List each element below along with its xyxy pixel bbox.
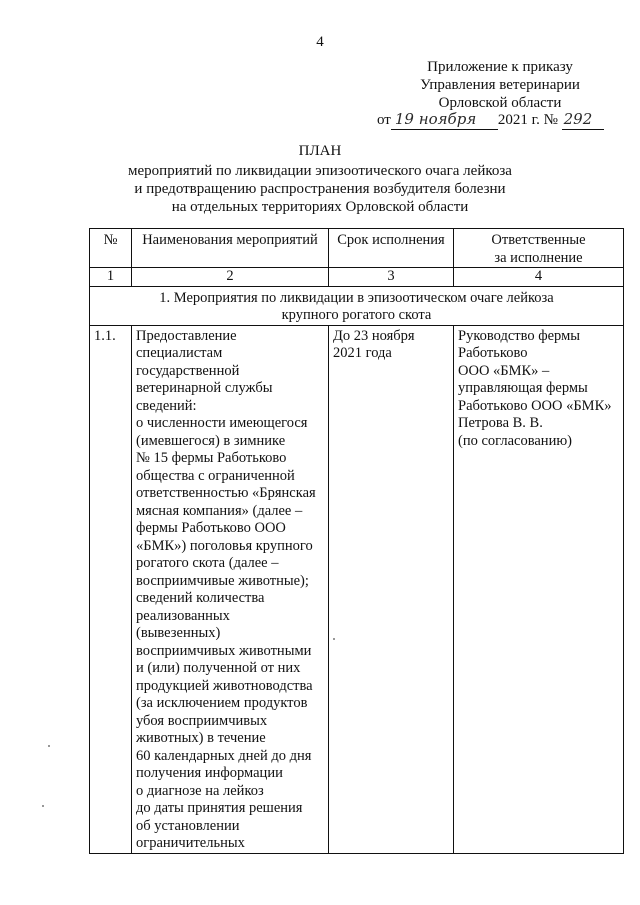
header-name: Наименования мероприятий (132, 229, 329, 268)
appendix-line-3: Орловской области (438, 95, 562, 111)
column-number: 2 (132, 268, 329, 287)
appendix-line-1: Приложение к приказу (427, 59, 573, 75)
scan-speck (42, 805, 44, 807)
year-text: 2021 г. № (497, 112, 558, 128)
order-date-line (377, 110, 617, 130)
section-row (90, 286, 624, 325)
row-responsible: Руководство фермы Работьково ООО «БМК» – управляющая фермы Работьково ООО «БМК» Петрова В. В. (по согласованию) (454, 325, 624, 853)
plan-title: ПЛАН (298, 143, 342, 159)
column-numbers-row (90, 268, 624, 287)
column-number: 1 (90, 268, 132, 287)
plan-subtitle (110, 162, 530, 216)
subtitle-line-3: на отдельных территориях Орловской области (171, 199, 469, 215)
appendix-line-2: Управления ветеринарии (420, 77, 580, 93)
row-deadline: До 23 ноября 2021 года (329, 325, 454, 853)
scan-speck (333, 638, 335, 640)
table-header-row (90, 229, 624, 268)
handwritten-date: 19 ноября (394, 110, 477, 128)
row-number: 1.1. (90, 325, 132, 853)
plan-table (89, 228, 624, 854)
page-number: 4 (316, 34, 324, 50)
header-responsible: Ответственные за исполнение (454, 229, 624, 268)
column-number: 3 (329, 268, 454, 287)
header-number: № (90, 229, 132, 268)
column-number: 4 (454, 268, 624, 287)
table-row (90, 325, 624, 853)
section-title: 1. Мероприятия по ликвидации в эпизоотическом очаге лейкоза крупного рогатого скота (90, 286, 624, 325)
row-description: Предоставление специалистам государственной ветеринарной службы сведений: о численности имеющегося (имевшегося) в зимнике № 15 фермы Работьково общества с ограниченной ответственностью «Брянская мясная компания» (далее – фермы Работьково ООО «БМК») поголовья крупного рогатого скота (далее – восприимчивые животные); сведений количества реализованных (вывезенных) восприимчивых животными и (или) полученной от них продукцией животноводства (за исключением продуктов убоя восприимчивых животных) в течение 60 календарных дней до дня получения информации о диагнозе на лейкоз до даты принятия решения об установлении ограничительных (132, 325, 329, 853)
date-prefix: от (377, 112, 391, 128)
appendix-header (395, 58, 605, 112)
scan-speck (48, 745, 50, 747)
subtitle-line-1: мероприятий по ликвидации эпизоотического очага лейкоза (128, 163, 512, 179)
handwritten-number: 292 (563, 110, 593, 128)
header-deadline: Срок исполнения (329, 229, 454, 268)
number-blank (562, 110, 604, 130)
subtitle-line-2: и предотвращению распространения возбудителя болезни (134, 181, 506, 197)
date-blank (391, 110, 498, 130)
